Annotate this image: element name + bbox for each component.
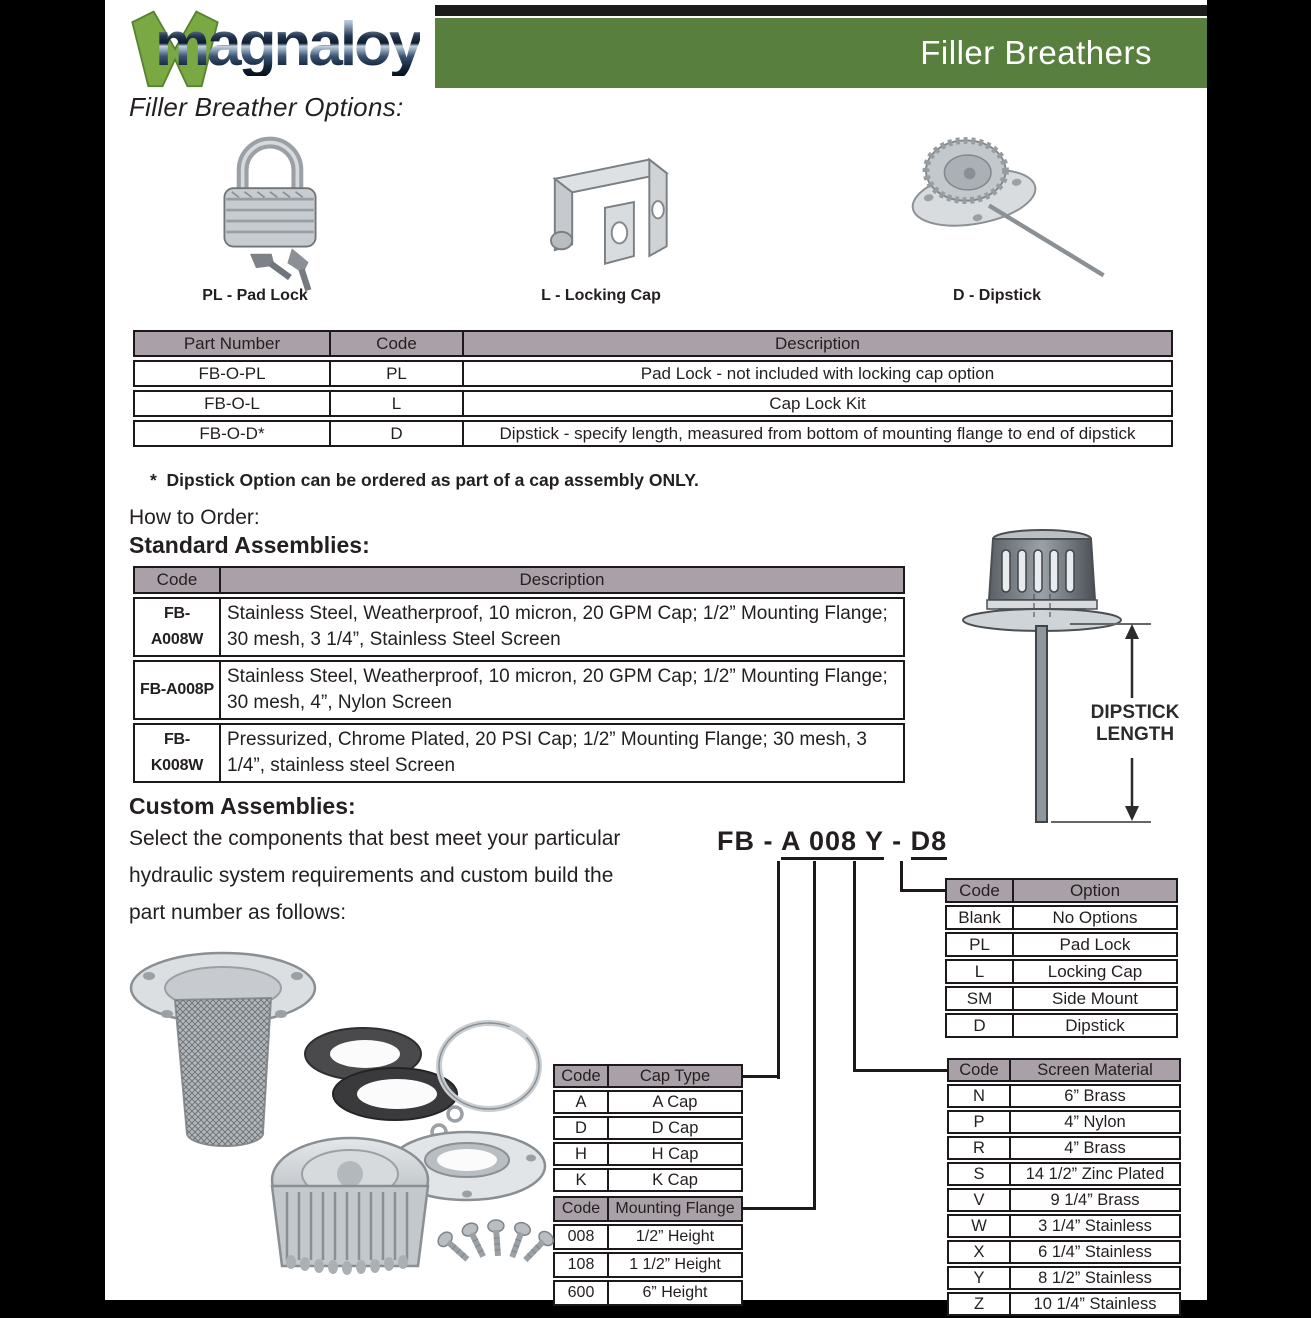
table-row (947, 1136, 1181, 1160)
table-cell: K (575, 1171, 587, 1189)
table-cell: Dipstick (1012, 1015, 1176, 1036)
mounting-flange-table (553, 1196, 743, 1308)
column-header: Code (156, 570, 198, 589)
table-header-row (947, 1058, 1181, 1082)
table-row (553, 1142, 743, 1166)
table-row (553, 1168, 743, 1192)
column-header: Option (1012, 880, 1176, 901)
table-cell: 6” Height (607, 1282, 741, 1304)
figure-label-dipstick: D - Dipstick (952, 287, 1041, 304)
table-cell: Y (973, 1269, 985, 1287)
table-cell: K Cap (607, 1170, 741, 1190)
table-cell: No Options (1012, 907, 1176, 928)
table-cell: Dipstick - specify length, measured from bottom of mounting flange to end of dipstick (462, 422, 1171, 445)
table-cell: Cap Lock Kit (462, 392, 1171, 415)
table-cell: 9 1/4” Brass (1009, 1190, 1179, 1210)
table-row (947, 1266, 1181, 1290)
table-cell: D (329, 422, 462, 445)
column-header: Mounting Flange (607, 1198, 741, 1220)
table-cell: D (575, 1119, 587, 1137)
column-header: Cap Type (607, 1066, 741, 1086)
connector-line (853, 1069, 947, 1072)
table-row (553, 1252, 743, 1278)
column-header: Description (219, 568, 903, 592)
connector-line (900, 861, 903, 892)
example-part-number (717, 826, 947, 857)
table-cell: X (973, 1243, 985, 1261)
table-cell: 1/2” Height (607, 1226, 741, 1248)
table-cell: L (329, 392, 462, 415)
table-cell: 6” Brass (1009, 1086, 1179, 1106)
table-row (553, 1090, 743, 1114)
table-cell: FB-A008P (140, 681, 214, 698)
banner-title: Filler Breathers (920, 34, 1152, 71)
components-photo (105, 928, 550, 1300)
table-cell: SM (966, 989, 993, 1008)
table-cell: H Cap (607, 1144, 741, 1164)
header-black-strip (435, 5, 1207, 16)
dipstick-length-label-line1: DIPSTICK (1090, 702, 1180, 723)
connector-line (813, 861, 816, 1210)
table-row (553, 1224, 743, 1250)
table-cell: Stainless Steel, Weatherproof, 10 micron, 20 GPM Cap; 1/2” Mounting Flange; 30 mesh, 3 1/4”, Stainless Steel Screen (219, 599, 903, 655)
table-header-row (133, 330, 1173, 357)
locking-cap-photo (535, 148, 700, 283)
table-cell: 108 (567, 1256, 595, 1273)
table-cell: PL (329, 362, 462, 385)
table-row (947, 1214, 1181, 1238)
table-row (947, 1084, 1181, 1108)
table-cell: Z (973, 1295, 985, 1313)
magnaloy-logo (123, 2, 438, 90)
standard-assemblies-heading: Standard Assemblies: (129, 532, 370, 558)
table-cell: FB-K008W (150, 731, 204, 774)
table-cell: 600 (567, 1284, 595, 1301)
cap-type-table (553, 1064, 743, 1194)
table-cell: FB-O-PL (198, 364, 266, 383)
page-banner (435, 18, 1207, 88)
table-row (133, 390, 1173, 417)
brand-name: magnaloy (155, 10, 421, 79)
table-cell: S (973, 1165, 985, 1183)
table-row (947, 1240, 1181, 1264)
table-cell: P (973, 1113, 985, 1131)
table-header-row (945, 878, 1178, 903)
table-row (945, 959, 1178, 984)
connector-line (743, 1075, 780, 1078)
figure-label-padlock: PL - Pad Lock (202, 287, 308, 304)
catalog-page (105, 0, 1207, 1313)
standard-assemblies-table (133, 566, 905, 786)
table-cell: W (971, 1217, 987, 1235)
table-cell: Stainless Steel, Weatherproof, 10 micron, 20 GPM Cap; 1/2” Mounting Flange; 30 mesh, 4”, Nylon Screen (219, 662, 903, 718)
table-header-row (553, 1064, 743, 1088)
custom-assemblies-paragraph: Select the components that best meet your particular hydraulic system requirements and custom build the part number as follows: (129, 827, 621, 924)
option-code-table (945, 878, 1178, 1040)
table-cell: 6 1/4” Stainless (1009, 1242, 1179, 1262)
table-cell: Locking Cap (1012, 961, 1176, 982)
table-cell: 14 1/2” Zinc Plated (1009, 1164, 1179, 1184)
table-cell: FB-O-L (204, 394, 260, 413)
table-cell: 4” Brass (1009, 1138, 1179, 1158)
table-cell: Pad Lock - not included with locking cap option (462, 362, 1171, 385)
screws (435, 1219, 556, 1265)
connector-line (900, 889, 945, 892)
table-row (945, 1013, 1178, 1038)
column-header: Part Number (183, 334, 281, 353)
part-number-prefix: FB - (717, 826, 781, 856)
how-to-order-heading: How to Order: (129, 506, 260, 529)
table-row (947, 1188, 1181, 1212)
table-row (553, 1280, 743, 1306)
table-cell: Blank (958, 908, 1001, 927)
dipstick-length-label-line2: LENGTH (1095, 724, 1175, 745)
screen-material-table (947, 1058, 1181, 1318)
dipstick-length-diagram (925, 518, 1215, 843)
table-row (945, 932, 1178, 957)
table-row (553, 1116, 743, 1140)
dipstick-photo (895, 122, 1120, 287)
table-header-row (553, 1196, 743, 1222)
table-cell: 008 (567, 1228, 595, 1245)
table-cell: 1 1/2” Height (607, 1254, 741, 1276)
table-cell: D Cap (607, 1118, 741, 1138)
table-cell: Side Mount (1012, 988, 1176, 1009)
table-row (947, 1292, 1181, 1316)
section-heading-options: Filler Breather Options: (129, 92, 404, 122)
table-cell: Pad Lock (1012, 934, 1176, 955)
table-cell: R (973, 1139, 985, 1157)
table-cell: FB-O-D* (199, 424, 265, 443)
table-cell: L (974, 962, 985, 981)
table-cell: Pressurized, Chrome Plated, 20 PSI Cap; 1/2” Mounting Flange; 30 mesh, 3 1/4”, stainless steel Screen (219, 725, 903, 781)
table-row (133, 360, 1173, 387)
column-header: Code (959, 881, 1000, 900)
part-number-group: A 008 Y (781, 826, 884, 860)
options-table (133, 330, 1173, 450)
column-header: Description (462, 332, 1171, 355)
table-cell: D (973, 1016, 986, 1035)
column-header: Screen Material (1009, 1060, 1179, 1080)
column-header: Code (959, 1061, 999, 1079)
padlock-photo (190, 128, 350, 283)
table-row (947, 1110, 1181, 1134)
table-header-row (133, 566, 905, 594)
table-cell: 3 1/4” Stainless (1009, 1216, 1179, 1236)
custom-assemblies-heading: Custom Assemblies: (129, 793, 356, 819)
table-cell: A Cap (607, 1092, 741, 1112)
dipstick-footnote: * Dipstick Option can be ordered as part of a cap assembly ONLY. (150, 470, 699, 490)
part-number-option: D8 (911, 826, 948, 860)
column-header: Code (561, 1067, 601, 1085)
table-row (133, 420, 1173, 447)
connector-line (853, 861, 856, 1072)
part-number-separator: - (883, 826, 911, 856)
table-cell: N (973, 1087, 985, 1105)
table-cell: 10 1/4” Stainless (1009, 1294, 1179, 1314)
connector-line (777, 861, 780, 1079)
table-row (945, 905, 1178, 930)
column-header: Code (561, 1200, 601, 1217)
table-cell: V (973, 1191, 985, 1209)
table-row (133, 723, 905, 783)
table-cell: H (575, 1145, 587, 1163)
table-cell: A (575, 1093, 587, 1111)
figure-label-locking-cap: L - Locking Cap (541, 287, 661, 304)
table-row (133, 597, 905, 657)
column-header: Code (329, 332, 462, 355)
table-cell: 4” Nylon (1009, 1112, 1179, 1132)
table-row (947, 1162, 1181, 1186)
connector-line (743, 1207, 816, 1210)
table-row (945, 986, 1178, 1011)
table-cell: FB-A008W (150, 605, 204, 648)
table-cell: PL (969, 935, 990, 954)
table-cell: 8 1/2” Stainless (1009, 1268, 1179, 1288)
table-row (133, 660, 905, 720)
